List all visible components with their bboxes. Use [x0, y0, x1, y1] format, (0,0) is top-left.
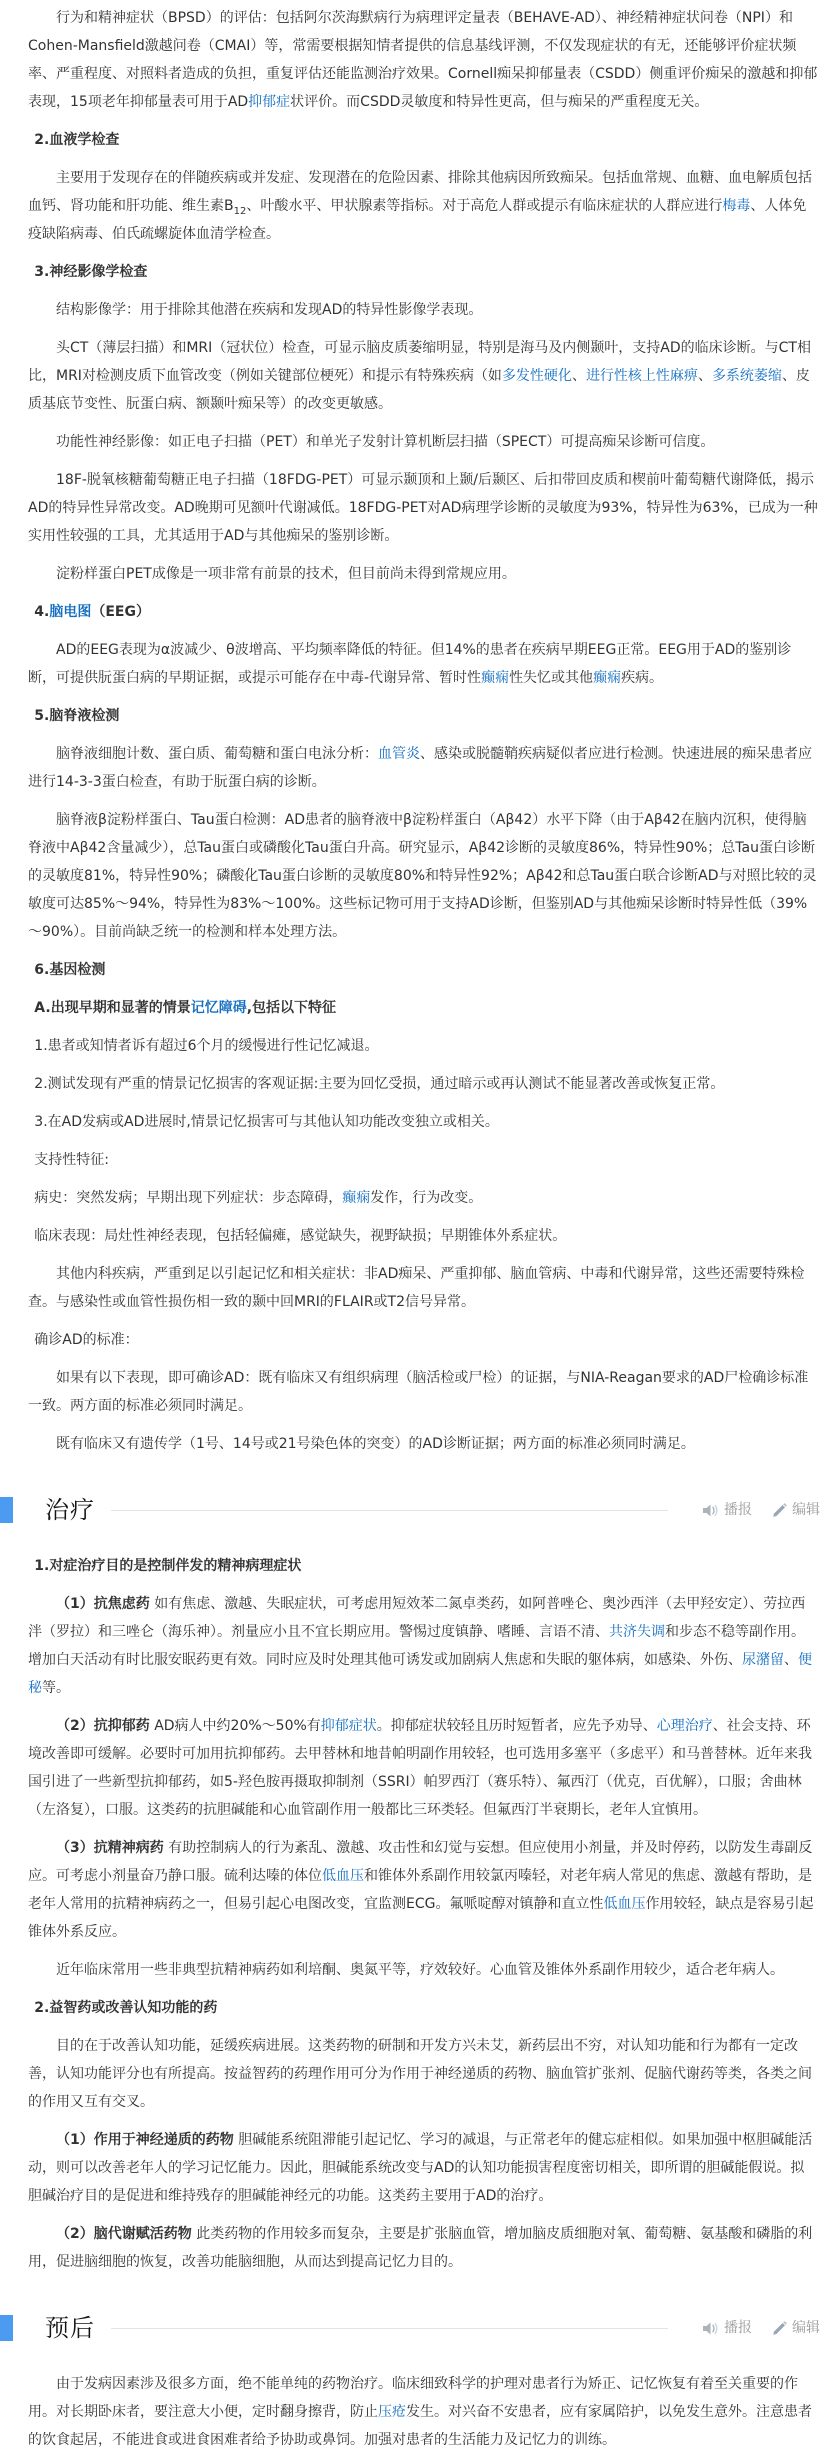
heading-text: A.出现早期和显著的情景: [34, 1000, 191, 1016]
inline-link[interactable]: 低血压: [603, 1896, 646, 1912]
paragraph: [28, 2126, 818, 2210]
paragraph: [28, 1430, 818, 1458]
paragraph-text: 临床表现：局灶性神经表现，包括轻偏瘫，感觉缺失，视野缺损；早期锥体外系症状。: [34, 1228, 567, 1244]
paragraph-text: 、皮质基底节变性、朊蛋白病、额颞叶痴呆等）的改变更敏感。: [28, 368, 810, 412]
speaker-icon: [702, 2321, 719, 2336]
broadcast-label: 播报: [724, 2320, 752, 2336]
section-title: 预后: [45, 2314, 95, 2342]
inline-link[interactable]: 血管炎: [378, 746, 420, 762]
paragraph: [28, 1260, 818, 1316]
sub-heading: [28, 1994, 818, 2022]
paragraph-text: 此类药物的作用较多而复杂，主要是扩张脑血管，增加脑皮质细胞对氧、葡萄糖、氨基酸和磷脂的利用，促进脑细胞的恢复，改善功能脑细胞，从而达到提高记忆力目的。: [28, 2226, 813, 2270]
inline-link[interactable]: 共济失调: [609, 1624, 665, 1640]
paragraph-text: （1）作用于神经递质的药物: [56, 2132, 234, 2148]
paragraph-text: 疾病。: [621, 670, 664, 686]
list-line: [28, 1222, 818, 1250]
paragraph-text: 、人体免疫缺陷病毒、伯氏疏螺旋体血清学检查。: [28, 198, 807, 242]
paragraph-text: 结构影像学：用于排除其他潜在疾病和发现AD的特异性影像学表现。: [56, 302, 483, 318]
paragraph: [28, 334, 818, 418]
paragraph-text: 发作，行为改变。: [370, 1190, 483, 1206]
paragraph-text: 18F-脱氧核糖葡萄糖正电子扫描（18FDG-PET）可显示颞顶和上颞/后颞区、后扣带回皮质和楔前叶葡萄糖代谢降低，揭示AD的特异性异常改变。AD晚期可见额叶代谢减低。18FDG-PET对AD病理学诊断的灵敏度为93%，特异性为63%，已成为一种实用性较强的工具，尤其适用于AD与其他痴呆的鉴别诊断。: [28, 472, 818, 544]
list-line: [28, 1326, 818, 1354]
paragraph-text: 行为和精神症状（BPSD）的评估：包括阿尔茨海默病行为病理评定量表（BEHAVE-AD）、神经精神症状问卷（NPI）和Cohen-Mansfield激越问卷（CMAI）等，常需要根据知情者提供的信息基线评测，不仅发现症状的有无，还能够评价症状频率、严重程度、对照料者造成的负担，重复评估还能监测治疗效果。Cornell痴呆抑郁量表（CSDD）侧重评价痴呆的激越和抑郁表现，15项老年抑郁量表可用于AD: [28, 10, 818, 110]
paragraph-text: 如果有以下表现，即可确诊AD：既有临床又有组织病理（脑活检或尸检）的证据，与NIA-Reagan要求的AD尸检确诊标准一致。两方面的标准必须同时满足。: [28, 1370, 809, 1414]
subscript-text: 12: [233, 205, 247, 217]
inline-link[interactable]: 多系统萎缩: [711, 368, 782, 384]
inline-link[interactable]: 癫痫: [342, 1190, 371, 1206]
paragraph-text: 作用较轻，缺点是容易引起锥体外系反应。: [28, 1896, 814, 1940]
paragraph: [28, 740, 818, 796]
paragraph-text: 、: [571, 368, 586, 384]
inline-link[interactable]: 尿潴留: [742, 1652, 784, 1668]
paragraph-text: 功能性神经影像：如正电子扫描（PET）和单光子发射计算机断层扫描（SPECT）可提高痴呆诊断可信度。: [56, 434, 715, 450]
paragraph: [28, 466, 818, 550]
section-body: [0, 2, 834, 1458]
paragraph: [28, 428, 818, 456]
inline-link[interactable]: 脑电图: [49, 604, 92, 620]
speaker-icon: [702, 1503, 719, 1518]
paragraph-text: 目的在于改善认知功能，延缓疾病进展。这类药物的研制和开发方兴未艾，新药层出不穷，对认知功能和行为都有一定改善，认知功能评分也有所提高。按益智药的药理作用可分为作用于神经递质的药物、脑血管扩张剂、促脑代谢药等类，各类之间的作用又互有交叉。: [28, 2038, 812, 2110]
paragraph-text: 脑脊液β淀粉样蛋白、Tau蛋白检测：AD患者的脑脊液中β淀粉样蛋白（Aβ42）水平下降（由于Aβ42在脑内沉积，使得脑脊液中Aβ42含量减少），总Tau蛋白或磷酸化Tau蛋白升高。研究显示，Aβ42诊断的灵敏度86%，特异性90%；总Tau蛋白诊断的灵敏度81%，特异性90%；磷酸化Tau蛋白诊断的灵敏度80%和特异性92%；Aβ42和总Tau蛋白联合诊断AD与对照比较的灵敏度可达85%～94%，特异性为83%～100%。这些标记物可用于支持AD诊断，但鉴别AD与其他痴呆诊断时特异性低（39%～90%）。目前尚缺乏统一的检测和样本处理方法。: [28, 812, 817, 940]
paragraph-text: AD病人中约20%～50%有: [149, 1718, 321, 1734]
broadcast-label: 播报: [724, 1502, 752, 1518]
paragraph-text: 3.在AD发病或AD进展时,情景记忆损害可与其他认知功能改变独立或相关。: [34, 1114, 499, 1130]
inline-link[interactable]: 便秘: [28, 1652, 812, 1696]
inline-link[interactable]: 压疮: [378, 2404, 406, 2420]
paragraph-text: 2.测试发现有严重的情景记忆损害的客观证据:主要为回忆受损，通过暗示或再认测试不能显著改善或恢复正常。: [34, 1076, 725, 1092]
paragraph-text: （1）抗焦虑药: [56, 1596, 150, 1612]
paragraph-text: 、: [697, 368, 712, 384]
paragraph: [28, 164, 818, 248]
broadcast-button[interactable]: [702, 1496, 752, 1524]
section-divider-line: [111, 1510, 668, 1511]
section-title: 治疗: [45, 1496, 95, 1524]
paragraph: [28, 4, 818, 116]
paragraph: [28, 296, 818, 324]
heading-text: ,包括以下特征: [246, 1000, 337, 1016]
paragraph-text: 、感染或脱髓鞘疾病疑似者应进行检测。快速进展的痴呆患者应进行14-3-3蛋白检查，有助于朊蛋白病的诊断。: [28, 746, 812, 790]
section-header-prognosis: [0, 2310, 834, 2346]
pencil-icon: [772, 2321, 787, 2336]
inline-link[interactable]: 抑郁症状: [320, 1718, 377, 1734]
paragraph-text: 状评价。而CSDD灵敏度和特异性更高，但与痴呆的严重程度无关。: [290, 94, 709, 110]
list-line: [28, 1032, 818, 1060]
paragraph: [28, 1364, 818, 1420]
heading-text: 3.神经影像学检查: [34, 264, 148, 280]
paragraph-text: 1.患者或知情者诉有超过6个月的缓慢进行性记忆减退。: [34, 1038, 379, 1054]
paragraph-text: 主要用于发现存在的伴随疾病或并发症、发现潜在的危险因素、排除其他病因所致痴呆。包括血常规、血糖、血电解质包括血钙、肾功能和肝功能、维生素B: [28, 170, 812, 214]
inline-link[interactable]: 低血压: [322, 1868, 364, 1884]
sub-heading: [28, 956, 818, 984]
sub-heading: [28, 1552, 818, 1580]
heading-text: 2.血液学检查: [34, 132, 120, 148]
list-line: [28, 1146, 818, 1174]
sub-heading: [28, 598, 818, 626]
paragraph-text: 胆碱能系统阻滞能引起记忆、学习的减退，与正常老年的健忘症相似。如果加强中枢胆碱能活动，则可以改善老年人的学习记忆能力。因此，胆碱能系统改变与AD的认知功能损害程度密切相关，即所谓的胆碱能假说。拟胆碱治疗目的是促进和维持残存的胆碱能神经元的功能。这类药主要用于AD的治疗。: [28, 2132, 813, 2204]
paragraph-text: 由于发病因素涉及很多方面，绝不能单纯的药物治疗。临床细致科学的护理对患者行为矫正、记忆恢复有着至关重要的作用。对长期卧床者，要注意大小便，定时翻身擦背，防止: [28, 2376, 798, 2420]
paragraph-text: 近年临床常用一些非典型抗精神病药如利培酮、奥氮平等，疗效较好。心血管及锥体外系副作用较少，适合老年病人。: [56, 1962, 784, 1978]
heading-text: （EEG）: [91, 604, 150, 620]
paragraph: [28, 1712, 818, 1824]
paragraph-text: 其他内科疾病，严重到足以引起记忆和相关症状：非AD痴呆、严重抑郁、脑血管病、中毒和代谢异常，这些还需要特殊检查。与感染性或血管性损伤相一致的颞中回MRI的FLAIR或T2信号异常。: [28, 1266, 805, 1310]
paragraph-text: 病史：突然发病；早期出现下列症状：步态障碍，: [34, 1190, 343, 1206]
paragraph: [28, 560, 818, 588]
paragraph-text: 如有焦虑、激越、失眠症状，可考虑用短效苯二氮卓类药，如阿普唑仑、奥沙西泮（去甲羟安定）、劳拉西泮（罗拉）和三唑仑（海乐神）。剂量应小且不宜长期应用。警惕过度镇静、嗜睡、言语不清、: [28, 1596, 806, 1640]
section-body: [0, 2370, 834, 2454]
pencil-icon: [772, 1503, 787, 1518]
paragraph-text: 、社会支持、环境改善即可缓解。必要时可加用抗抑郁药。去甲替林和地昔帕明副作用较轻，也可选用多塞平（多虑平）和马普替林。近年来我国引进了一些新型抗抑郁药，如5-羟色胺再摄取抑制剂（SSRI）帕罗西汀（赛乐特）、氟西汀（优克，百优解），口服；舍曲林（左洛复），口服。这类药的抗胆碱能和心血管副作用一般都比三环类轻。但氟西汀半衰期长，老年人宜慎用。: [28, 1718, 812, 1818]
heading-text: 6.基因检测: [34, 962, 106, 978]
paragraph: [28, 2220, 818, 2276]
section-treatment: [0, 1492, 834, 2276]
paragraph: [28, 1956, 818, 1984]
inline-link[interactable]: 抑郁症: [248, 94, 291, 110]
paragraph-text: 既有临床又有遗传学（1号、14号或21号染色体的突变）的AD诊断证据；两方面的标准必须同时满足。: [56, 1436, 695, 1452]
edit-button[interactable]: [772, 2314, 820, 2342]
sub-heading: [28, 702, 818, 730]
inline-link[interactable]: 记忆障碍: [190, 1000, 247, 1016]
list-line: [28, 1070, 818, 1098]
paragraph: [28, 2032, 818, 2116]
list-line: [28, 1108, 818, 1136]
paragraph: [28, 1590, 818, 1702]
section-divider-line: [111, 2328, 668, 2329]
section-header-treatment: [0, 1492, 834, 1528]
paragraph-text: 脑脊液细胞计数、蛋白质、葡萄糖和蛋白电泳分析：: [56, 746, 378, 762]
paragraph: [28, 1834, 818, 1946]
paragraph: [28, 636, 818, 692]
paragraph-text: 和锥体外系副作用较氯丙嗪轻，对老年病人常见的焦虑、激越有帮助，是老年人常用的抗精神病药之一，但易引起心电图改变，宜监测ECG。氟哌啶醇对镇静和直立性: [28, 1868, 812, 1912]
paragraph-text: AD的EEG表现为α波减少、θ波增高、平均频率降低的特征。但14%的患者在疾病早期EEG正常。EEG用于AD的鉴别诊断，可提供朊蛋白病的早期证据，或提示可能存在中毒-代谢异常、暂时性: [28, 642, 792, 686]
paragraph-text: （2）脑代谢赋活药物: [56, 2226, 192, 2242]
paragraph-text: 、叶酸水平、甲状腺素等指标。对于高危人群或提示有临床症状的人群应进行: [246, 198, 723, 214]
edit-button[interactable]: [772, 1496, 820, 1524]
heading-text: 2.益智药或改善认知功能的药: [34, 2000, 218, 2016]
paragraph-text: 和步态不稳等副作用。增加白天活动有时比服安眠药更有效。同时应及时处理其他可诱发或加剧病人焦虑和失眠的躯体病，如感染、外伤、: [28, 1624, 805, 1668]
broadcast-button[interactable]: [702, 2314, 752, 2342]
section-title-bar: [0, 2315, 13, 2341]
paragraph-text: 支持性特征:: [34, 1152, 110, 1168]
heading-text: 5.脑脊液检测: [34, 708, 120, 724]
paragraph-text: 淀粉样蛋白PET成像是一项非常有前景的技术，但目前尚未得到常规应用。: [56, 566, 516, 582]
inline-link[interactable]: 癫痫: [593, 670, 622, 686]
edit-label: 编辑: [792, 2320, 820, 2336]
heading-text: 1.对症治疗目的是控制伴发的精神病理症状: [34, 1558, 302, 1574]
section-prognosis: [0, 2310, 834, 2454]
edit-label: 编辑: [792, 1502, 820, 1518]
heading-text: 4.: [34, 604, 50, 620]
inline-link[interactable]: 梅毒: [722, 198, 751, 214]
list-line: [28, 1184, 818, 1212]
paragraph-text: 发生。对兴奋不安患者，应有家属陪护，以免发生意外。注意患者的饮食起居，不能进食或进食困难者给予协助或鼻饲。加强对患者的生活能力及记忆力的训练。: [28, 2404, 812, 2448]
paragraph-text: 。抑郁症状较轻且历时短暂者，应先予劝导、: [376, 1718, 657, 1734]
paragraph: [28, 806, 818, 946]
sub-heading: [28, 994, 818, 1022]
paragraph-text: 有助控制病人的行为紊乱、激越、攻击性和幻觉与妄想。但应使用小剂量，并及时停药，以防发生毒副反应。可考虑小剂量奋乃静口服。硫利达嗪的体位: [28, 1840, 813, 1884]
paragraph-text: （2）抗抑郁药: [56, 1718, 150, 1734]
section-title-bar: [0, 1497, 13, 1523]
sub-heading: [28, 258, 818, 286]
inline-link[interactable]: 癫痫: [481, 670, 510, 686]
paragraph-text: 性失忆或其他: [509, 670, 594, 686]
sub-heading: [28, 126, 818, 154]
section-body: [0, 1552, 834, 2276]
paragraph-text: （3）抗精神病药: [56, 1840, 164, 1856]
inline-link[interactable]: 进行性核上性麻痹: [585, 368, 698, 384]
paragraph-text: 、: [784, 1652, 798, 1668]
paragraph-text: 等。: [42, 1680, 70, 1696]
paragraph: [28, 2370, 818, 2454]
section-examination-continued: [0, 2, 834, 1458]
inline-link[interactable]: 心理治疗: [656, 1718, 713, 1734]
paragraph-text: 头CT（薄层扫描）和MRI（冠状位）检查，可显示脑皮质萎缩明显，特别是海马及内侧颞叶，支持AD的临床诊断。与CT相比，MRI对检测皮质下血管改变（例如关键部位梗死）和提示有特殊疾病（如: [28, 340, 811, 384]
paragraph-text: 确诊AD的标准：: [34, 1332, 139, 1348]
inline-link[interactable]: 多发性硬化: [501, 368, 572, 384]
